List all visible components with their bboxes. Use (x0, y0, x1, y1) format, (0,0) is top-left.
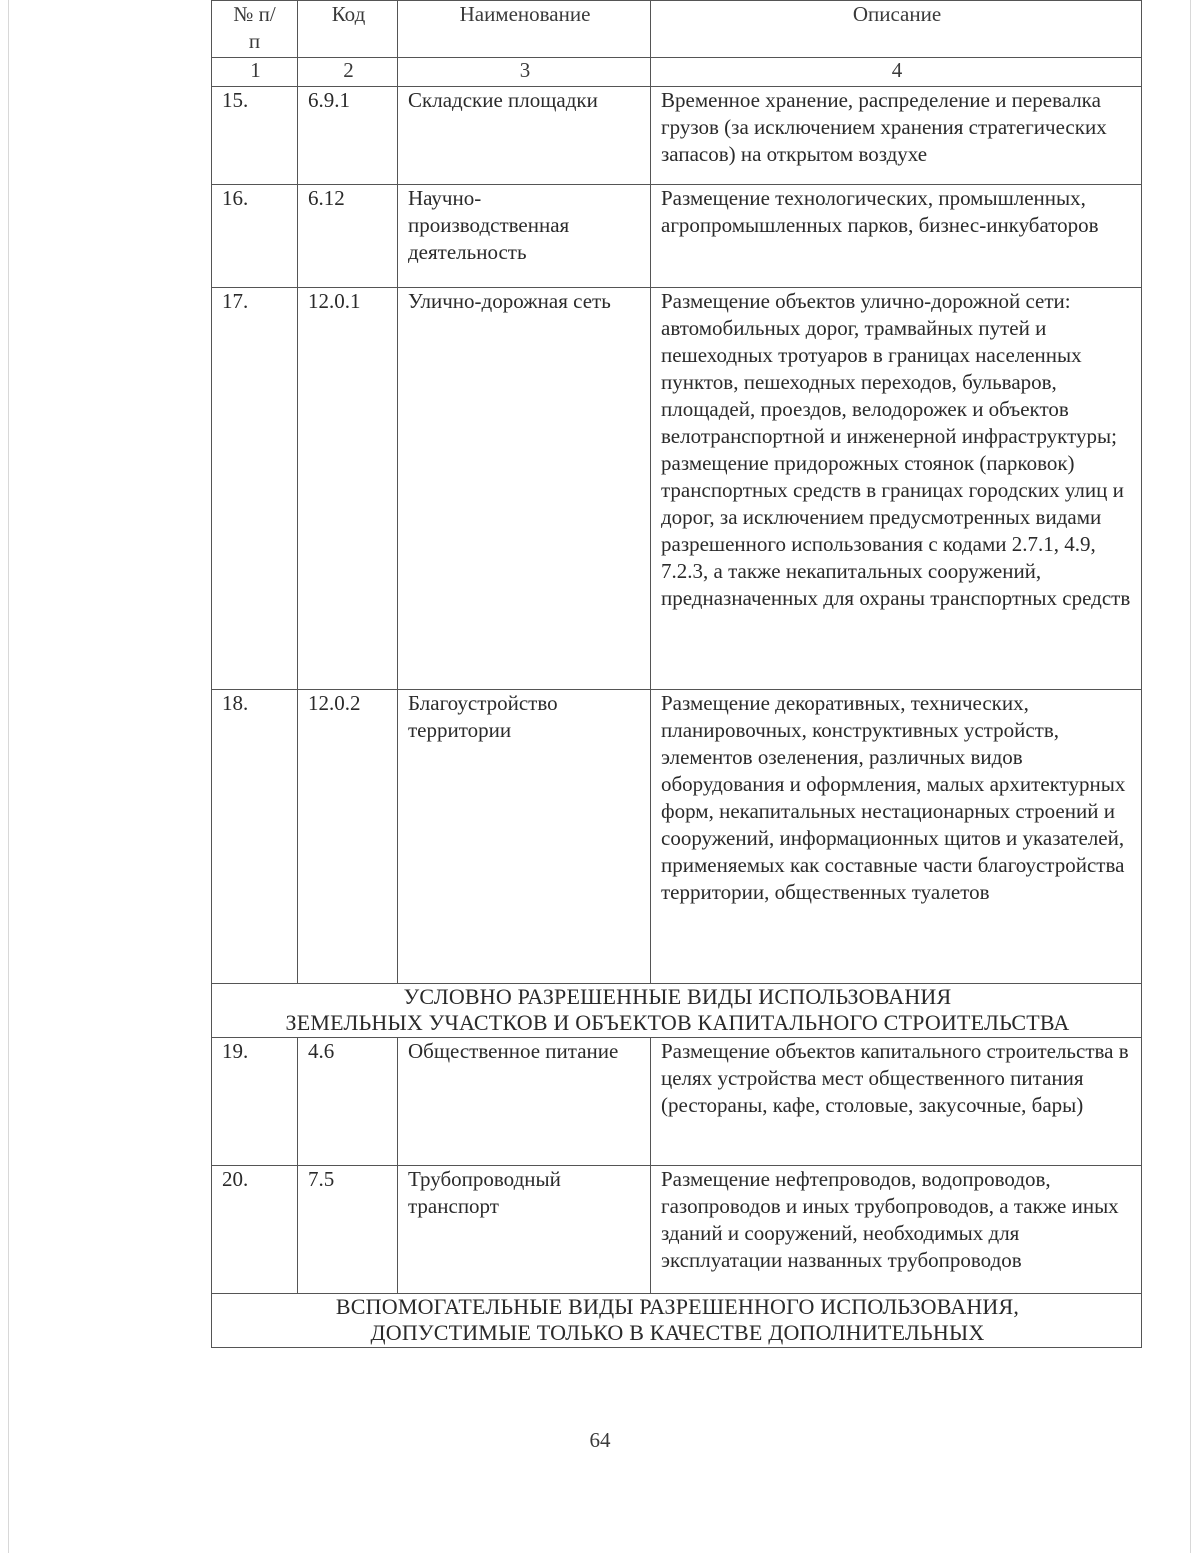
header-code: Код (298, 1, 398, 58)
table-row (212, 87, 1142, 185)
land-use-table (211, 0, 1142, 1348)
header-number: № п/п (212, 1, 298, 58)
row-code: 12.0.2 (298, 690, 398, 984)
section-heading-line: ЗЕМЕЛЬНЫХ УЧАСТКОВ И ОБЪЕКТОВ КАПИТАЛЬНОГО СТРОИТЕЛЬСТВА (285, 1010, 1070, 1035)
header-name: Наименование (398, 1, 651, 58)
table-row (212, 690, 1142, 984)
row-code: 6.9.1 (298, 87, 398, 185)
row-code: 7.5 (298, 1166, 398, 1294)
row-number: 15. (212, 87, 298, 185)
section-heading-conditional (212, 984, 1142, 1038)
table-row (212, 288, 1142, 690)
row-description: Размещение объектов капитального строительства в целях устройства мест общественного питания (рестораны, кафе, столовые, закусочные, бары) (651, 1038, 1142, 1166)
row-number: 17. (212, 288, 298, 690)
row-name: Благоустройство территории (398, 690, 651, 984)
scan-edge-left (8, 0, 9, 1553)
row-description: Размещение декоративных, технических, планировочных, конструктивных устройств, элементов озеленения, различных видов оборудования и оформления, малых архитектурных форм, некапитальных нестационарных строений и сооружений, информационных щитов и указателей, применяемых как составные части благоустройства территории, общественных туалетов (651, 690, 1142, 984)
row-description: Размещение объектов улично-дорожной сети: автомобильных дорог, трамвайных путей и пешеходных тротуаров в границах населенных пунктов, пешеходных переходов, бульваров, площадей, проездов, велодорожек и объектов велотранспортной и инженерной инфраструктуры; размещение придорожных стоянок (парковок) транспортных средств в границах городских улиц и дорог, за исключением предусмотренных видами разрешенного использования с кодами 2.7.1, 4.9, 7.2.3, а также некапитальных сооружений, предназначенных для охраны транспортных средств (651, 288, 1142, 690)
row-description: Размещение нефтепроводов, водопроводов, газопроводов и иных трубопроводов, а также иных зданий и сооружений, необходимых для эксплуатации названных трубопроводов (651, 1166, 1142, 1294)
table-row (212, 1166, 1142, 1294)
row-number: 20. (212, 1166, 298, 1294)
row-number: 16. (212, 185, 298, 288)
row-name: Научно-производственная деятельность (398, 185, 651, 288)
row-code: 6.12 (298, 185, 398, 288)
row-number: 19. (212, 1038, 298, 1166)
row-description: Размещение технологических, промышленных, агропромышленных парков, бизнес-инкубаторов (651, 185, 1142, 288)
column-number: 2 (298, 58, 398, 87)
section-heading-row (212, 984, 1142, 1038)
row-name: Общественное питание (398, 1038, 651, 1166)
column-number-row (212, 58, 1142, 87)
column-number: 1 (212, 58, 298, 87)
row-name: Улично-дорожная сеть (398, 288, 651, 690)
page-number: 64 (589, 1428, 611, 1452)
column-number: 3 (398, 58, 651, 87)
row-name: Трубопроводный транспорт (398, 1166, 651, 1294)
scan-edge-right (1190, 0, 1191, 1553)
table-header-row (212, 1, 1142, 58)
table-row (212, 1038, 1142, 1166)
row-name: Складские площадки (398, 87, 651, 185)
section-heading-line: ВСПОМОГАТЕЛЬНЫЕ ВИДЫ РАЗРЕШЕННОГО ИСПОЛЬЗОВАНИЯ, (335, 1294, 1020, 1319)
table-row (212, 185, 1142, 288)
land-use-table-wrapper (211, 0, 1141, 1348)
section-heading-line: УСЛОВНО РАЗРЕШЕННЫЕ ВИДЫ ИСПОЛЬЗОВАНИЯ (403, 984, 952, 1009)
row-code: 4.6 (298, 1038, 398, 1166)
section-heading-line: ДОПУСТИМЫЕ ТОЛЬКО В КАЧЕСТВЕ ДОПОЛНИТЕЛЬНЫХ (370, 1320, 985, 1345)
section-heading-row (212, 1294, 1142, 1348)
row-description: Временное хранение, распределение и перевалка грузов (за исключением хранения стратегических запасов) на открытом воздухе (651, 87, 1142, 185)
header-description: Описание (651, 1, 1142, 58)
section-heading-auxiliary (212, 1294, 1142, 1348)
row-number: 18. (212, 690, 298, 984)
row-code: 12.0.1 (298, 288, 398, 690)
column-number: 4 (651, 58, 1142, 87)
